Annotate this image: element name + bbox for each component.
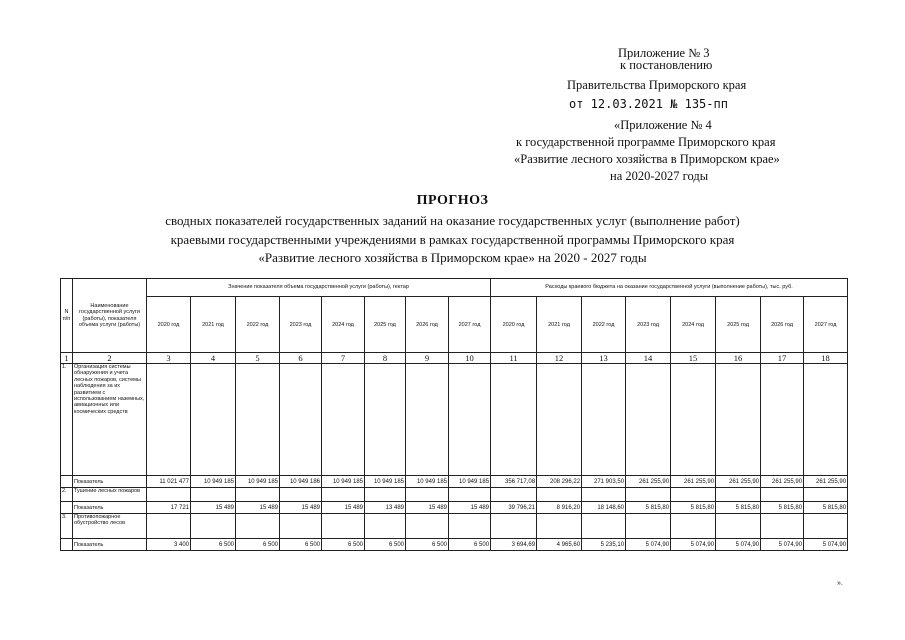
header-volume-year: 2026 год — [406, 297, 449, 353]
expense-value-cell: 5 074,90 — [761, 539, 804, 551]
volume-value-cell: 6 500 — [449, 539, 491, 551]
volume-value-cell: 15 489 — [191, 502, 236, 514]
empty-cell — [804, 364, 848, 476]
column-number: 8 — [365, 353, 406, 364]
expense-value-cell: 39 796,21 — [491, 502, 537, 514]
empty-cell — [236, 364, 280, 476]
empty-cell — [626, 364, 671, 476]
header-volume-year: 2020 год — [147, 297, 191, 353]
service-name: Противопожарное обустройство лесов — [73, 514, 147, 539]
volume-value-cell: 6 500 — [406, 539, 449, 551]
empty-cell — [716, 364, 761, 476]
column-number: 4 — [191, 353, 236, 364]
header-expense-year: 2026 год — [761, 297, 804, 353]
empty-cell — [322, 364, 365, 476]
empty-cell — [236, 514, 280, 539]
empty-cell — [582, 514, 626, 539]
empty-cell — [537, 514, 582, 539]
column-number: 15 — [671, 353, 716, 364]
empty-cell — [449, 514, 491, 539]
empty-cell — [147, 364, 191, 476]
empty-cell — [582, 364, 626, 476]
empty-cell — [626, 514, 671, 539]
header-expense-year: 2024 год — [671, 297, 716, 353]
column-number: 11 — [491, 353, 537, 364]
row-number: 2. — [61, 488, 73, 502]
header-line-resolution: к постановлению — [620, 58, 713, 72]
expense-value-cell: 261 255,90 — [626, 476, 671, 488]
header-volume-year: 2025 год — [365, 297, 406, 353]
column-number: 6 — [280, 353, 322, 364]
expense-value-cell: 5 815,80 — [804, 502, 848, 514]
volume-value-cell: 13 489 — [365, 502, 406, 514]
empty-cell — [191, 514, 236, 539]
header-cell-service-name: Наименование государственной услуги (работы), показателя объема услуги (работы) — [73, 279, 147, 353]
volume-value-cell: 15 489 — [322, 502, 365, 514]
volume-value-cell: 11 021 477 — [147, 476, 191, 488]
service-name: Тушение лесных пожаров — [73, 488, 147, 502]
header-expense-year: 2023 год — [626, 297, 671, 353]
indicator-label: Показатель — [73, 476, 147, 488]
expense-value-cell: 261 255,90 — [671, 476, 716, 488]
document-title: ПРОГНОЗ — [416, 193, 489, 208]
expense-value-cell: 5 074,90 — [671, 539, 716, 551]
empty-cell — [322, 514, 365, 539]
empty-cell — [147, 488, 191, 502]
subtitle-line-2: краевыми государственными учреждениями в рамках государственной программы Приморского края — [170, 232, 735, 247]
header-expense-year: 2025 год — [716, 297, 761, 353]
expense-value-cell: 18 148,60 — [582, 502, 626, 514]
volume-value-cell: 3 400 — [147, 539, 191, 551]
header-cell-number: N п/п — [61, 279, 73, 353]
volume-value-cell: 6 500 — [191, 539, 236, 551]
column-number: 3 — [147, 353, 191, 364]
empty-cell — [804, 488, 848, 502]
empty-cell — [365, 514, 406, 539]
empty-cell — [716, 514, 761, 539]
empty-cell — [147, 514, 191, 539]
expense-value-cell: 271 903,50 — [582, 476, 626, 488]
volume-value-cell: 10 949 185 — [449, 476, 491, 488]
header-volume-year: 2027 год — [449, 297, 491, 353]
column-number: 13 — [582, 353, 626, 364]
volume-value-cell: 15 489 — [280, 502, 322, 514]
column-number: 1 — [61, 353, 73, 364]
header-expense-year: 2022 год — [582, 297, 626, 353]
column-number: 9 — [406, 353, 449, 364]
header-line-period: на 2020-2027 годы — [610, 169, 709, 183]
column-number: 2 — [73, 353, 147, 364]
header-date-stamp: от 12.03.2021 № 135-пп — [569, 97, 728, 111]
empty-cell — [191, 364, 236, 476]
volume-value-cell: 10 949 185 — [406, 476, 449, 488]
column-number: 5 — [236, 353, 280, 364]
closing-quote-mark: ». — [837, 580, 843, 587]
subtitle-line-3: «Развитие лесного хозяйства в Приморском крае» на 2020 - 2027 годы — [258, 250, 647, 265]
service-row — [61, 364, 848, 476]
volume-value-cell: 6 500 — [236, 539, 280, 551]
empty-cell — [449, 488, 491, 502]
column-number: 10 — [449, 353, 491, 364]
expense-value-cell: 261 255,90 — [716, 476, 761, 488]
empty-cell — [280, 514, 322, 539]
volume-value-cell: 6 500 — [280, 539, 322, 551]
empty-cell — [491, 514, 537, 539]
service-row — [61, 514, 848, 539]
empty-cell — [626, 488, 671, 502]
header-volume-year: 2022 год — [236, 297, 280, 353]
column-number: 7 — [322, 353, 365, 364]
header-expense-year: 2027 год — [804, 297, 848, 353]
empty-cell — [491, 488, 537, 502]
empty-cell — [406, 488, 449, 502]
header-group-expense: Расходы краевого бюджета на оказание государственной услуги (выполнение работы), тыс. руб. — [491, 279, 848, 297]
empty-cell — [280, 488, 322, 502]
expense-value-cell: 8 916,20 — [537, 502, 582, 514]
empty-cell — [365, 488, 406, 502]
volume-value-cell: 15 489 — [236, 502, 280, 514]
volume-value-cell: 6 500 — [322, 539, 365, 551]
empty-cell — [716, 488, 761, 502]
indicator-row — [61, 539, 848, 551]
empty-cell — [761, 364, 804, 476]
row-number — [61, 539, 73, 551]
volume-value-cell: 10 949 186 — [280, 476, 322, 488]
header-expense-year: 2021 год — [537, 297, 582, 353]
volume-value-cell: 10 949 185 — [365, 476, 406, 488]
column-number: 17 — [761, 353, 804, 364]
row-number: 1. — [61, 364, 73, 476]
expense-value-cell: 356 717,08 — [491, 476, 537, 488]
header-volume-year: 2023 год — [280, 297, 322, 353]
expense-value-cell: 5 074,90 — [804, 539, 848, 551]
empty-cell — [671, 488, 716, 502]
empty-cell — [280, 364, 322, 476]
volume-value-cell: 6 500 — [365, 539, 406, 551]
empty-cell — [365, 364, 406, 476]
header-line-appendix: Приложение № 3 — [618, 46, 710, 60]
header-line-program-name: «Развитие лесного хозяйства в Приморском крае» — [514, 152, 780, 166]
column-number: 18 — [804, 353, 848, 364]
header-line-government: Правительства Приморского края — [567, 78, 747, 92]
header-volume-year: 2024 год — [322, 297, 365, 353]
expense-value-cell: 5 074,90 — [626, 539, 671, 551]
empty-cell — [406, 514, 449, 539]
forecast-table — [60, 278, 848, 551]
empty-cell — [671, 364, 716, 476]
empty-cell — [537, 488, 582, 502]
volume-value-cell: 17 721 — [147, 502, 191, 514]
indicator-row — [61, 502, 848, 514]
expense-value-cell: 5 815,80 — [716, 502, 761, 514]
volume-value-cell: 10 949 185 — [191, 476, 236, 488]
empty-cell — [671, 514, 716, 539]
expense-value-cell: 208 296,22 — [537, 476, 582, 488]
header-line-appendix-4: «Приложение № 4 — [614, 118, 712, 132]
empty-cell — [449, 364, 491, 476]
column-number: 16 — [716, 353, 761, 364]
volume-value-cell: 15 489 — [449, 502, 491, 514]
expense-value-cell: 261 255,90 — [761, 476, 804, 488]
expense-value-cell: 5 815,80 — [626, 502, 671, 514]
expense-value-cell: 5 235,10 — [582, 539, 626, 551]
header-volume-year: 2021 год — [191, 297, 236, 353]
indicator-label: Показатель — [73, 539, 147, 551]
empty-cell — [537, 364, 582, 476]
empty-cell — [761, 488, 804, 502]
empty-cell — [191, 488, 236, 502]
empty-cell — [406, 364, 449, 476]
indicator-label: Показатель — [73, 502, 147, 514]
expense-value-cell: 261 255,90 — [804, 476, 848, 488]
subtitle-line-1: сводных показателей государственных заданий на оказание государственных услуг (выполнение работ) — [165, 213, 740, 228]
empty-cell — [582, 488, 626, 502]
header-line-program: к государственной программе Приморского края — [516, 135, 776, 149]
expense-value-cell: 4 965,60 — [537, 539, 582, 551]
row-number: 3. — [61, 514, 73, 539]
row-number — [61, 476, 73, 488]
header-group-volume: Значение показателя объема государственной услуги (работы), гектар — [147, 279, 491, 297]
expense-value-cell: 5 815,80 — [671, 502, 716, 514]
expense-value-cell: 5 815,80 — [761, 502, 804, 514]
row-number — [61, 502, 73, 514]
empty-cell — [761, 514, 804, 539]
expense-value-cell: 5 074,90 — [716, 539, 761, 551]
volume-value-cell: 15 489 — [406, 502, 449, 514]
header-expense-year: 2020 год — [491, 297, 537, 353]
volume-value-cell: 10 949 185 — [236, 476, 280, 488]
empty-cell — [236, 488, 280, 502]
expense-value-cell: 3 694,69 — [491, 539, 537, 551]
empty-cell — [804, 514, 848, 539]
indicator-row — [61, 476, 848, 488]
column-number: 12 — [537, 353, 582, 364]
empty-cell — [491, 364, 537, 476]
volume-value-cell: 10 949 185 — [322, 476, 365, 488]
empty-cell — [322, 488, 365, 502]
column-number: 14 — [626, 353, 671, 364]
service-name: Организация системы обнаружения и учета лесных пожаров, системы наблюдения за их развитием с использованием наземных, авиационных или космических средств — [73, 364, 147, 476]
service-row — [61, 488, 848, 502]
